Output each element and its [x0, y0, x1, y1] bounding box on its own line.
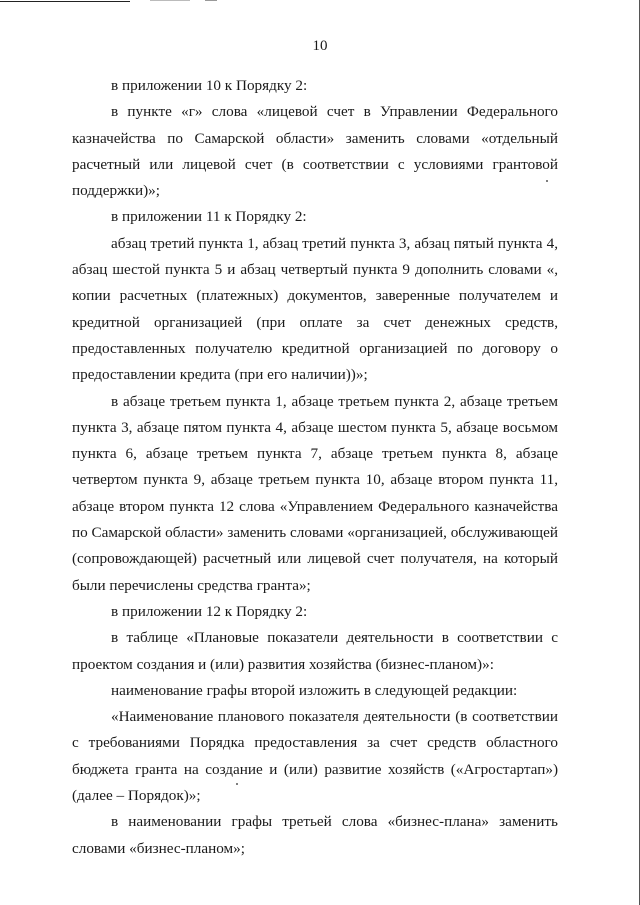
paragraph: в приложении 12 к Порядку 2:: [111, 602, 308, 620]
paragraph: в приложении 11 к Порядку 2:: [111, 208, 307, 226]
paragraph: наименование графы второй изложить в следующей редакции:: [111, 681, 518, 699]
paragraph: абзац третий пункта 1, абзац третий пункта 3, абзац пятый пункта 4, абзац шестой пункта 5 и абзац четвертый пункта 9 дополнить словами «, копии расчетных (платежных) документов, заверенные получателем и кредитной организацией (при оплате за счет денежных средств, предоставленных получателю кредитной организацией по договору о предоставлении кредита (при его наличии))»;: [72, 234, 558, 384]
paragraph: в таблице «Плановые показатели деятельности в соответствии с проектом создания и (или) развития хозяйства (бизнес-планом)»:: [72, 629, 558, 673]
scan-artifact-line: [205, 0, 217, 1]
scan-artifact-line: [150, 0, 190, 1]
paragraph: в абзаце третьем пункта 1, абзаце третьем пункта 2, абзаце третьем пункта 3, абзаце пятом пункта 4, абзаце шестом пункта 5, абзаце восьмом пункта 6, абзаце третьем пункта 7, абзаце третьем пункта 8, абзаце четвертом пункта 9, абзаце третьем пункта 10, абзаце втором пункта 11, абзаце втором пункта 12 слова «Управлением Федерального казначейства по Самарской области» заменить словами «организацией, обслуживающей (сопровождающей) расчетный или лицевой счет получателя, на который были перечислены средства гранта»;: [72, 392, 558, 594]
paragraph: «Наименование планового показателя деятельности (в соответствии с требованиями Порядка предоставления за счет средств областного бюджета гранта на создание и (или) развитие хозяйств («Агростартап») (далее – Порядок)»;: [72, 708, 558, 805]
scan-speck: [236, 783, 238, 785]
paragraph: в пункте «г» слова «лицевой счет в Управлении Федерального казначейства по Самарской области» заменить словами «отдельный расчетный или лицевой счет (в соответствии с условиями грантовой поддержки)»;: [72, 103, 558, 200]
scan-speck: [546, 180, 548, 182]
document-body: [72, 73, 558, 862]
page-number: 10: [312, 38, 328, 54]
scan-edge-top: [0, 0, 640, 3]
paragraph: в наименовании графы третьей слова «бизнес-плана» заменить словами «бизнес-планом»;: [72, 813, 558, 857]
scan-artifact-line: [0, 1, 130, 2]
paragraph: в приложении 10 к Порядку 2:: [111, 77, 308, 94]
